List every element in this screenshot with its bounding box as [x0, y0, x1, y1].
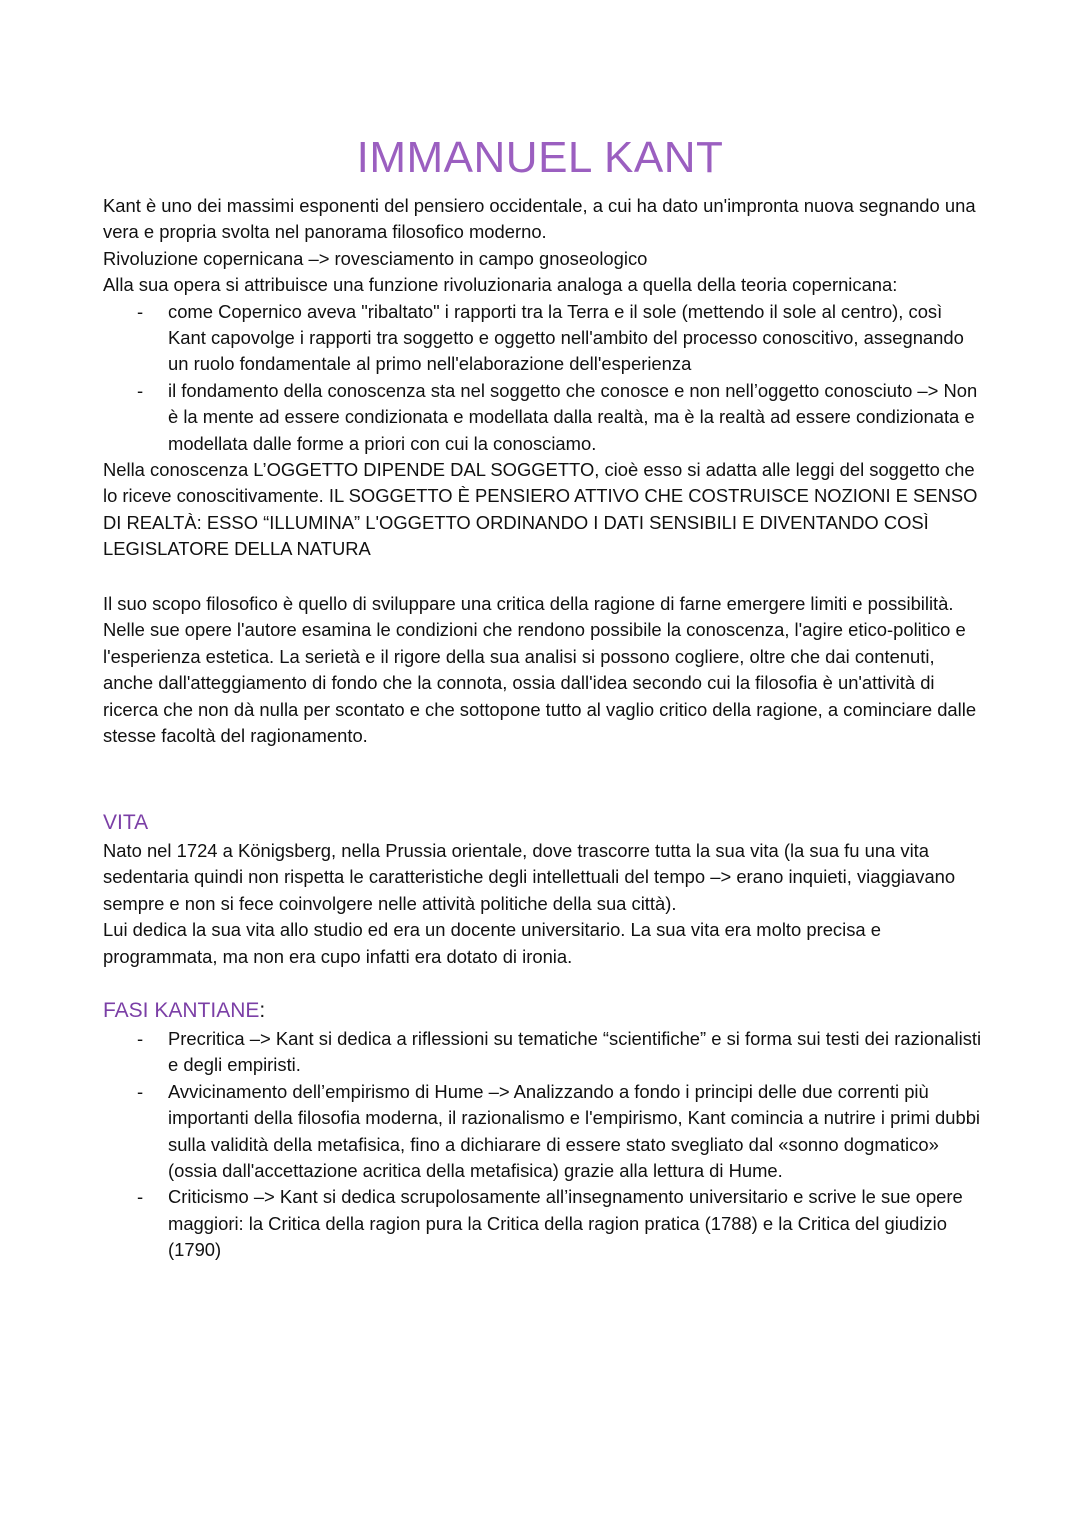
vita-section	[103, 810, 984, 970]
vita-heading: VITA	[103, 811, 149, 834]
fasi-heading-label: FASI KANTIANE	[103, 999, 260, 1022]
list-item: - Avvicinamento dell’empirismo di Hume –> Analizzando a fondo i principi delle due correnti più importanti della filosofia moderna, il razionalismo e l'empirismo, Kant comincia a nutrire i primi dubbi sulla validità della metafisica, fino a dichiarare di essere stato svegliato dal «sonno dogmatico» (ossia dall'accettazione acritica della metafisica) grazie alla lettura di Hume.	[168, 1079, 984, 1185]
page-title: IMMANUEL KANT	[356, 133, 724, 182]
vita-paragraph-2: Lui dedica la sua vita allo studio ed era un docente universitario. La sua vita era molto precisa e programmata, ma non era cupo infatti era dotato di ironia.	[103, 919, 881, 967]
scope-paragraph-2: Nelle sue opere l'autore esamina le condizioni che rendono possibile la conoscenza, l'agire etico-politico e l'esperienza estetica. La serietà e il rigore della sua analisi si possono cogliere, oltre che dai contenuti, anche dall'atteggiamento di fondo che la connota, ossia dall'idea secondo cui la filosofia è un'attività di ricerca che non dà nulla per scontato e che sottopone tutto al vaglio critico della ragione, a cominciare dalle stesse facoltà del ragionamento.	[103, 619, 977, 747]
intro-bullet-list	[103, 299, 984, 457]
list-item: - Criticismo –> Kant si dedica scrupolosamente all’insegnamento universitario e scrive le sue opere maggiori: la Critica della ragion pura la Critica della ragion pratica (1788) e la Critica del giudizio (1790)	[168, 1184, 984, 1263]
list-item: - il fondamento della conoscenza sta nel soggetto che conosce e non nell’oggetto conosciuto –> Non è la mente ad essere condizionata e modellata dalla realtà, ma è la realtà ad essere condizionata e modellata dalle forme a priori con cui la conosciamo.	[168, 378, 984, 457]
intro-section	[103, 193, 984, 563]
vita-paragraph-1: Nato nel 1724 a Königsberg, nella Prussia orientale, dove trascorre tutta la sua vita (la sua fu una vita sedentaria quindi non rispetta le caratteristiche degli intellettuali del tempo –> erano inquieti, viaggiavano sempre e non si fece coinvolgere nelle attività politiche della sua città).	[103, 840, 956, 914]
intro-paragraph-1: Kant è uno dei massimi esponenti del pensiero occidentale, a cui ha dato un'impronta nuova segnando una vera e propria svolta nel panorama filosofico moderno.	[103, 195, 976, 243]
fasi-heading	[103, 998, 984, 1024]
list-item: - Precritica –> Kant si dedica a riflessioni su tematiche “scientifiche” e si forma sui testi dei razionalisti e degli empiristi.	[168, 1026, 984, 1079]
scope-section	[103, 591, 984, 749]
intro-paragraph-3: Alla sua opera si attribuisce una funzione rivoluzionaria analoga a quella della teoria copernicana:	[103, 274, 898, 296]
intro-paragraph-4: Nella conoscenza L’OGGETTO DIPENDE DAL SOGGETTO, cioè esso si adatta alle leggi del soggetto che lo riceve conoscitivamente. IL SOGGETTO È PENSIERO ATTIVO CHE COSTRUISCE NOZIONI E SENSO DI REALTÀ: ESSO “ILLUMINA” L'OGGETTO ORDINANDO I DATI SENSIBILI E DIVENTANDO COSÌ LEGISLATORE DELLA NATURA	[103, 459, 978, 560]
scope-paragraph-1: Il suo scopo filosofico è quello di sviluppare una critica della ragione di farne emergere limiti e possibilità.	[103, 593, 954, 614]
intro-paragraph-2: Rivoluzione copernicana –> rovesciamento in campo gnoseologico	[103, 247, 648, 269]
fasi-bullet-list	[103, 1026, 984, 1264]
fasi-section	[103, 998, 984, 1264]
list-item: - come Copernico aveva "ribaltato" i rapporti tra la Terra e il sole (mettendo il sole al centro), così Kant capovolge i rapporti tra soggetto e oggetto nell'ambito del processo conoscitivo, assegnando un ruolo fondamentale al primo nell'elaborazione dell'esperienza	[168, 299, 984, 378]
fasi-heading-colon: :	[259, 999, 266, 1022]
